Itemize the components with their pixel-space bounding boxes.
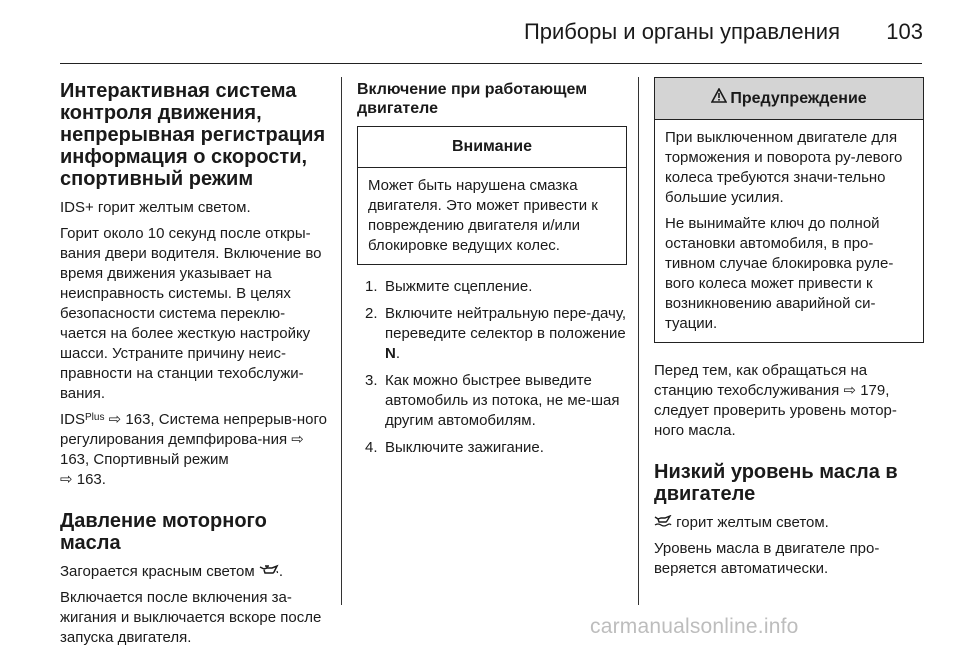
warning-title: Предупреждение: [655, 78, 923, 120]
column-divider-2: [638, 77, 639, 605]
list-item: 2. Включите нейтральную пере-дачу, переведите селектор в положение N.: [365, 305, 627, 362]
list-item: 3. Как можно быстрее выведите автомобиль из потока, не ме-шая другим автомобилям.: [365, 372, 620, 429]
section-heading-low-oil: Низкий уровень масла в двигателе: [654, 461, 898, 505]
notice-title: Внимание: [358, 127, 626, 168]
oil-can-icon: [259, 562, 279, 582]
warning-text-2: Не вынимайте ключ до полной остановки автомобиля, в про-тивном случае блокировка руле-вого колеса может привести к возникновению аварийной си-туации.: [665, 215, 894, 332]
column-1: [60, 80, 330, 654]
section-heading-oil-pressure: Давление моторного масла: [60, 510, 267, 554]
column-divider-1: [341, 77, 342, 605]
see-reference-arrow-icon: ⇨: [843, 382, 857, 399]
page-number: 103: [886, 19, 923, 44]
paragraph-ids-references: $IDS^{Plus}$ ⇨ 163, Система непрерыв-ного регулирования демпфирова-ния ⇨ 163, Спортивный режим ⇨ 163.: [60, 411, 327, 488]
paragraph-oil-pressure-color: Загорается красным светом .: [60, 562, 330, 582]
steps-list: [357, 277, 627, 458]
paragraph-service-station: Перед тем, как обращаться на станцию техобслуживания ⇨ 179, следует проверить уровень мотор-ного масла.: [654, 362, 897, 439]
paragraph-oil-pressure-behavior: Включается после включения за-жигания и выключается вскоре после запуска двигателя.: [60, 589, 322, 647]
paragraph-low-oil-check: Уровень масла в двигателе про-веряется автоматически.: [654, 540, 880, 578]
paragraph-ids-color: IDS+ горит желтым светом.: [60, 199, 251, 216]
see-reference-arrow-icon: ⇨: [60, 471, 73, 488]
paragraph-low-oil-color: горит желтым светом.: [654, 513, 924, 533]
notice-box: [357, 126, 627, 265]
page-header-title: Приборы и органы управления: [523, 19, 840, 44]
column-3: [654, 80, 924, 585]
column-2: [357, 80, 627, 465]
watermark: carmanualsonline.info: [590, 615, 799, 638]
section-heading-ids: Интерактивная система контроля движения, непрерывная регистрация информация о скорости, спортивный режим: [60, 80, 326, 190]
see-reference-arrow-icon: ⇨: [108, 411, 122, 428]
list-item: 1. Выжмите сцепление.: [365, 278, 533, 295]
warning-box: [654, 77, 924, 343]
oil-level-icon: [654, 513, 672, 533]
warning-text-1: При выключенном двигателе для торможения и поворота ру-левого колеса требуются значи-тельно большие усилия.: [665, 129, 903, 206]
header-divider: [60, 63, 922, 64]
list-item: 4. Выключите зажигание.: [365, 439, 544, 456]
warning-triangle-icon: [711, 88, 727, 109]
section-heading-engine-running: Включение при работающем двигателе: [357, 81, 588, 117]
see-reference-arrow-icon: ⇨: [291, 431, 304, 448]
paragraph-ids-description: Горит около 10 секунд после откры-вания двери водителя. Включение во время движения указывает на неисправность системы. В целях безопасности система переклю-чается на более жесткую настройку шасси. Устраните причину неис-правности на станции техобслужи-вания.: [60, 225, 322, 402]
notice-text: Может быть нарушена смазка двигателя. Это может привести к повреждению двигателя и/или блокировке ведущих колес.: [368, 177, 598, 254]
